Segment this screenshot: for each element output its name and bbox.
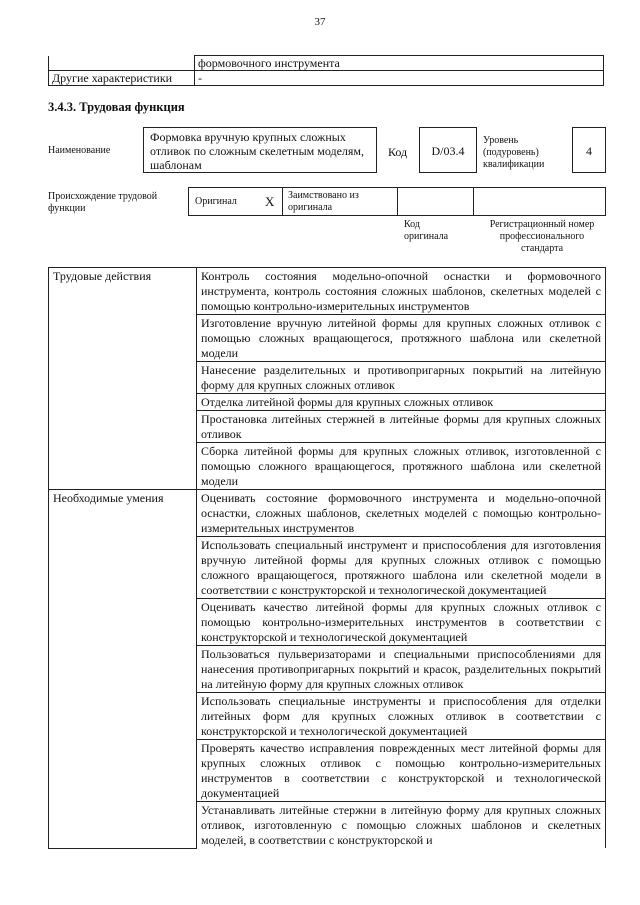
labor-action-item: Контроль состояния модельно-опочной оснастки и формовочного инструмента, контроль состояния сложных шаблонов, скелетных моделей с помощью контрольно-измерительных инструментов xyxy=(197,268,606,315)
name-label: Наименование xyxy=(48,145,111,156)
skill-item: Пользоваться пульверизаторами и специальными приспособлениями для нанесения противопригарных покрытий и красок, разделительных покрытий на литейную форму для крупных сложных отливок xyxy=(197,646,606,693)
original-code-cell xyxy=(397,187,474,216)
origin-label: Происхождение трудовой функции xyxy=(48,191,158,214)
labor-actions-label: Трудовые действия xyxy=(49,268,197,490)
labor-action-item: Сборка литейной формы для крупных сложных отливок, изготовленной с помощью сложного вращающегося, протяжного шаблона или скелетной модели xyxy=(197,443,606,490)
qualification-level-label: Уровень (подуровень) квалификации xyxy=(483,135,545,170)
skill-item: Устанавливать литейные стержни в литейную форму для крупных сложных отливок, изготовленную с помощью сложных шаблонов и скелетных моделей, в соответствии с конструкторской и xyxy=(197,802,606,849)
skills-label: Необходимые умения xyxy=(49,490,197,849)
function-name-box: Формовка вручную крупных сложных отливок по сложным скелетным моделям, шаблонам xyxy=(143,127,377,173)
section-title: 3.4.3. Трудовая функция xyxy=(48,100,185,114)
other-characteristics-label: Другие характеристики xyxy=(49,71,195,86)
original-cell xyxy=(188,187,283,216)
original-label: Оригинал xyxy=(195,196,237,207)
skill-item: Оценивать качество литейной формы для крупных сложных отливок с помощью контрольно-измерительных инструментов в соответствии с конструкторской и технологической документацией xyxy=(197,599,606,646)
reg-number-cell xyxy=(473,187,606,216)
labor-action-item: Простановка литейных стержней в литейные формы для крупных сложных отливок xyxy=(197,411,606,443)
borrowed-label: Заимствовано из оригинала xyxy=(288,190,359,213)
skill-item: Использовать специальный инструмент и приспособления для изготовления вручную литейной формы для крупных сложных отливок с помощью сложного вращающегося, протяжного шаблона или скелетной модели в соответствии с конструкторской и технологической документацией xyxy=(197,537,606,599)
function-details-table xyxy=(48,267,606,849)
code-label: Код xyxy=(388,145,408,159)
borrowed-cell xyxy=(282,187,398,216)
original-mark: X xyxy=(265,194,275,209)
original-code-caption: Код оригинала xyxy=(404,219,449,242)
continuation-text: формовочного инструмента xyxy=(195,56,604,71)
continuation-table xyxy=(48,55,604,86)
labor-action-item: Изготовление вручную литейной формы для крупных сложных отливок с помощью сложных вращающегося, протяжного шаблона или скелетной модели xyxy=(197,315,606,362)
skill-item: Оценивать состояние формовочного инструмента и модельно-опочной оснастки, сложных шаблонов, скелетных моделей с помощью контрольно-измерительных инструментов xyxy=(197,490,606,537)
continuation-empty-cell xyxy=(49,56,195,71)
labor-action-item: Отделка литейной формы для крупных сложных отливок xyxy=(197,394,606,411)
page-number: 37 xyxy=(314,16,326,28)
qualification-level-box: 4 xyxy=(572,127,606,173)
reg-number-caption: Регистрационный номер профессионального стандарта xyxy=(489,219,595,254)
skill-item: Использовать специальные инструменты и приспособления для отделки литейных форм для крупных сложных отливок в соответствии с конструкторской и технологической документацией xyxy=(197,693,606,740)
labor-action-item: Нанесение разделительных и противопригарных покрытий на литейную форму для крупных сложных отливок xyxy=(197,362,606,394)
other-characteristics-value: - xyxy=(195,71,604,86)
skill-item: Проверять качество исправления поврежденных мест литейной формы для крупных сложных отливок с помощью контрольно-измерительных инструментов в соответствии с конструкторской и технологической документацией xyxy=(197,740,606,802)
code-value-box: D/03.4 xyxy=(419,127,477,173)
